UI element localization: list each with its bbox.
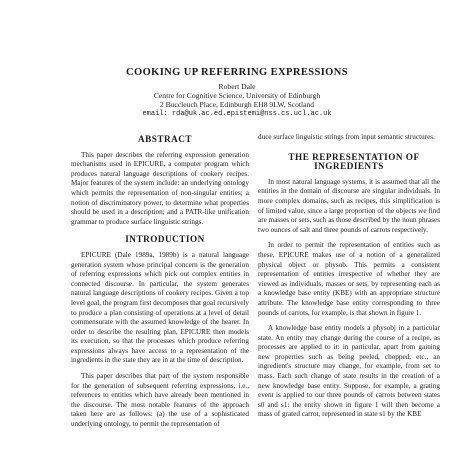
representation-heading: THE REPRESENTATION OF INGREDIENTS: [288, 151, 420, 172]
left-column: [71, 135, 249, 436]
representation-paragraph-2: In order to permit the representation of entities such as these, EPICURE makes use of a notion of a generalized physical object or physob. This permits a consistent representation of entities irrespective of whether they are viewed as individuals, masses or sets, by representing each as a knowledge base entity (KBE) with an appropriate structure attribute. The knowledge base entity corresponding to three pounds of carrots, for example, is that shown in figure 1.: [258, 241, 440, 317]
introduction-paragraph-1: EPICURE (Dale 1989a, 1989b) is a natural language generation system whose principal concern is the generation of referring expressions which pick out complex entities in connected discourse. In particular, the system generates natural language descriptions of cookery recipes. Given a top level goal, the program first decomposes that goal recursively to produce a plan consisting of operations at a level of detail commensurate with the assumed knowledge of the hearer. In order to describe the resulting plan, EPICURE then models its execution, so that the processes which produce referring expressions always have access to a representation of the ingredients in the state they are in at the time of description.: [71, 250, 249, 365]
continuation-text: duce surface linguistic strings from input semantic structures.: [258, 133, 435, 141]
representation-paragraph-3: A knowledge base entity models a physobj in a particular state. An entity may change during the course of a recipe, as processes are applied to it: in particular, apart from gaining new properties such as being peeled, chopped, etc., an ingredient's structure may change, for example, from set to mass. Each such change of state results in the creation of a new knowledge base entity. Suppose, for example, a grating event is applied to our three pounds of carrots between states s0 and s1: the entity shown in figure 1 will then become a mass of grated carrot, represented in state s1 by the KBE: [258, 324, 440, 419]
representation-paragraph-1: In most natural language systems, it is assumed that all the entities in the domain of discourse are singular individuals. In more complex domains, such as recipes, this simplification is of limited value, since a large proportion of the objects we find are masses or sets, such as those described by the noun phrases two ounces of salt and three pounds of carrots respectively.: [258, 177, 440, 234]
introduction-heading: INTRODUCTION: [125, 234, 205, 245]
abstract-text: This paper describes the referring expression generation mechanisms used in EPICURE, a computer program which produces natural language descriptions of cookery recipes. Major features of the system include: an underlying ontology which permits the representation of non-singular entities; a notion of discriminatory power, to determine what properties should be used in a description; and a PATR-like unification grammar to produce surface linguistic strings.: [71, 150, 249, 226]
abstract-heading: ABSTRACT: [137, 134, 193, 144]
author-name: Robert Dale: [218, 82, 256, 91]
affiliation-line-2: 2 Buccleuch Place, Edinburgh EH8 9LW, Scotland: [159, 100, 315, 109]
introduction-paragraph-2: This paper describes that part of the system responsible for the generation of subsequent referring expressions, i.e., references to entities which have already been mentioned in the discourse. The most notable features of the approach taken here are as follows: (a) the use of a sophisticated underlying ontology, to permit the representation of: [71, 372, 249, 429]
affiliation-line-1: Centre for Cognitive Science, University of Edinburgh: [153, 91, 321, 100]
paper-title: COOKING UP REFERRING EXPRESSIONS: [126, 67, 348, 78]
author-email: email: rda@uk.ac.ed.epistemi@nss.cs.ucl.ac.uk: [142, 110, 332, 118]
right-column: [258, 133, 440, 426]
